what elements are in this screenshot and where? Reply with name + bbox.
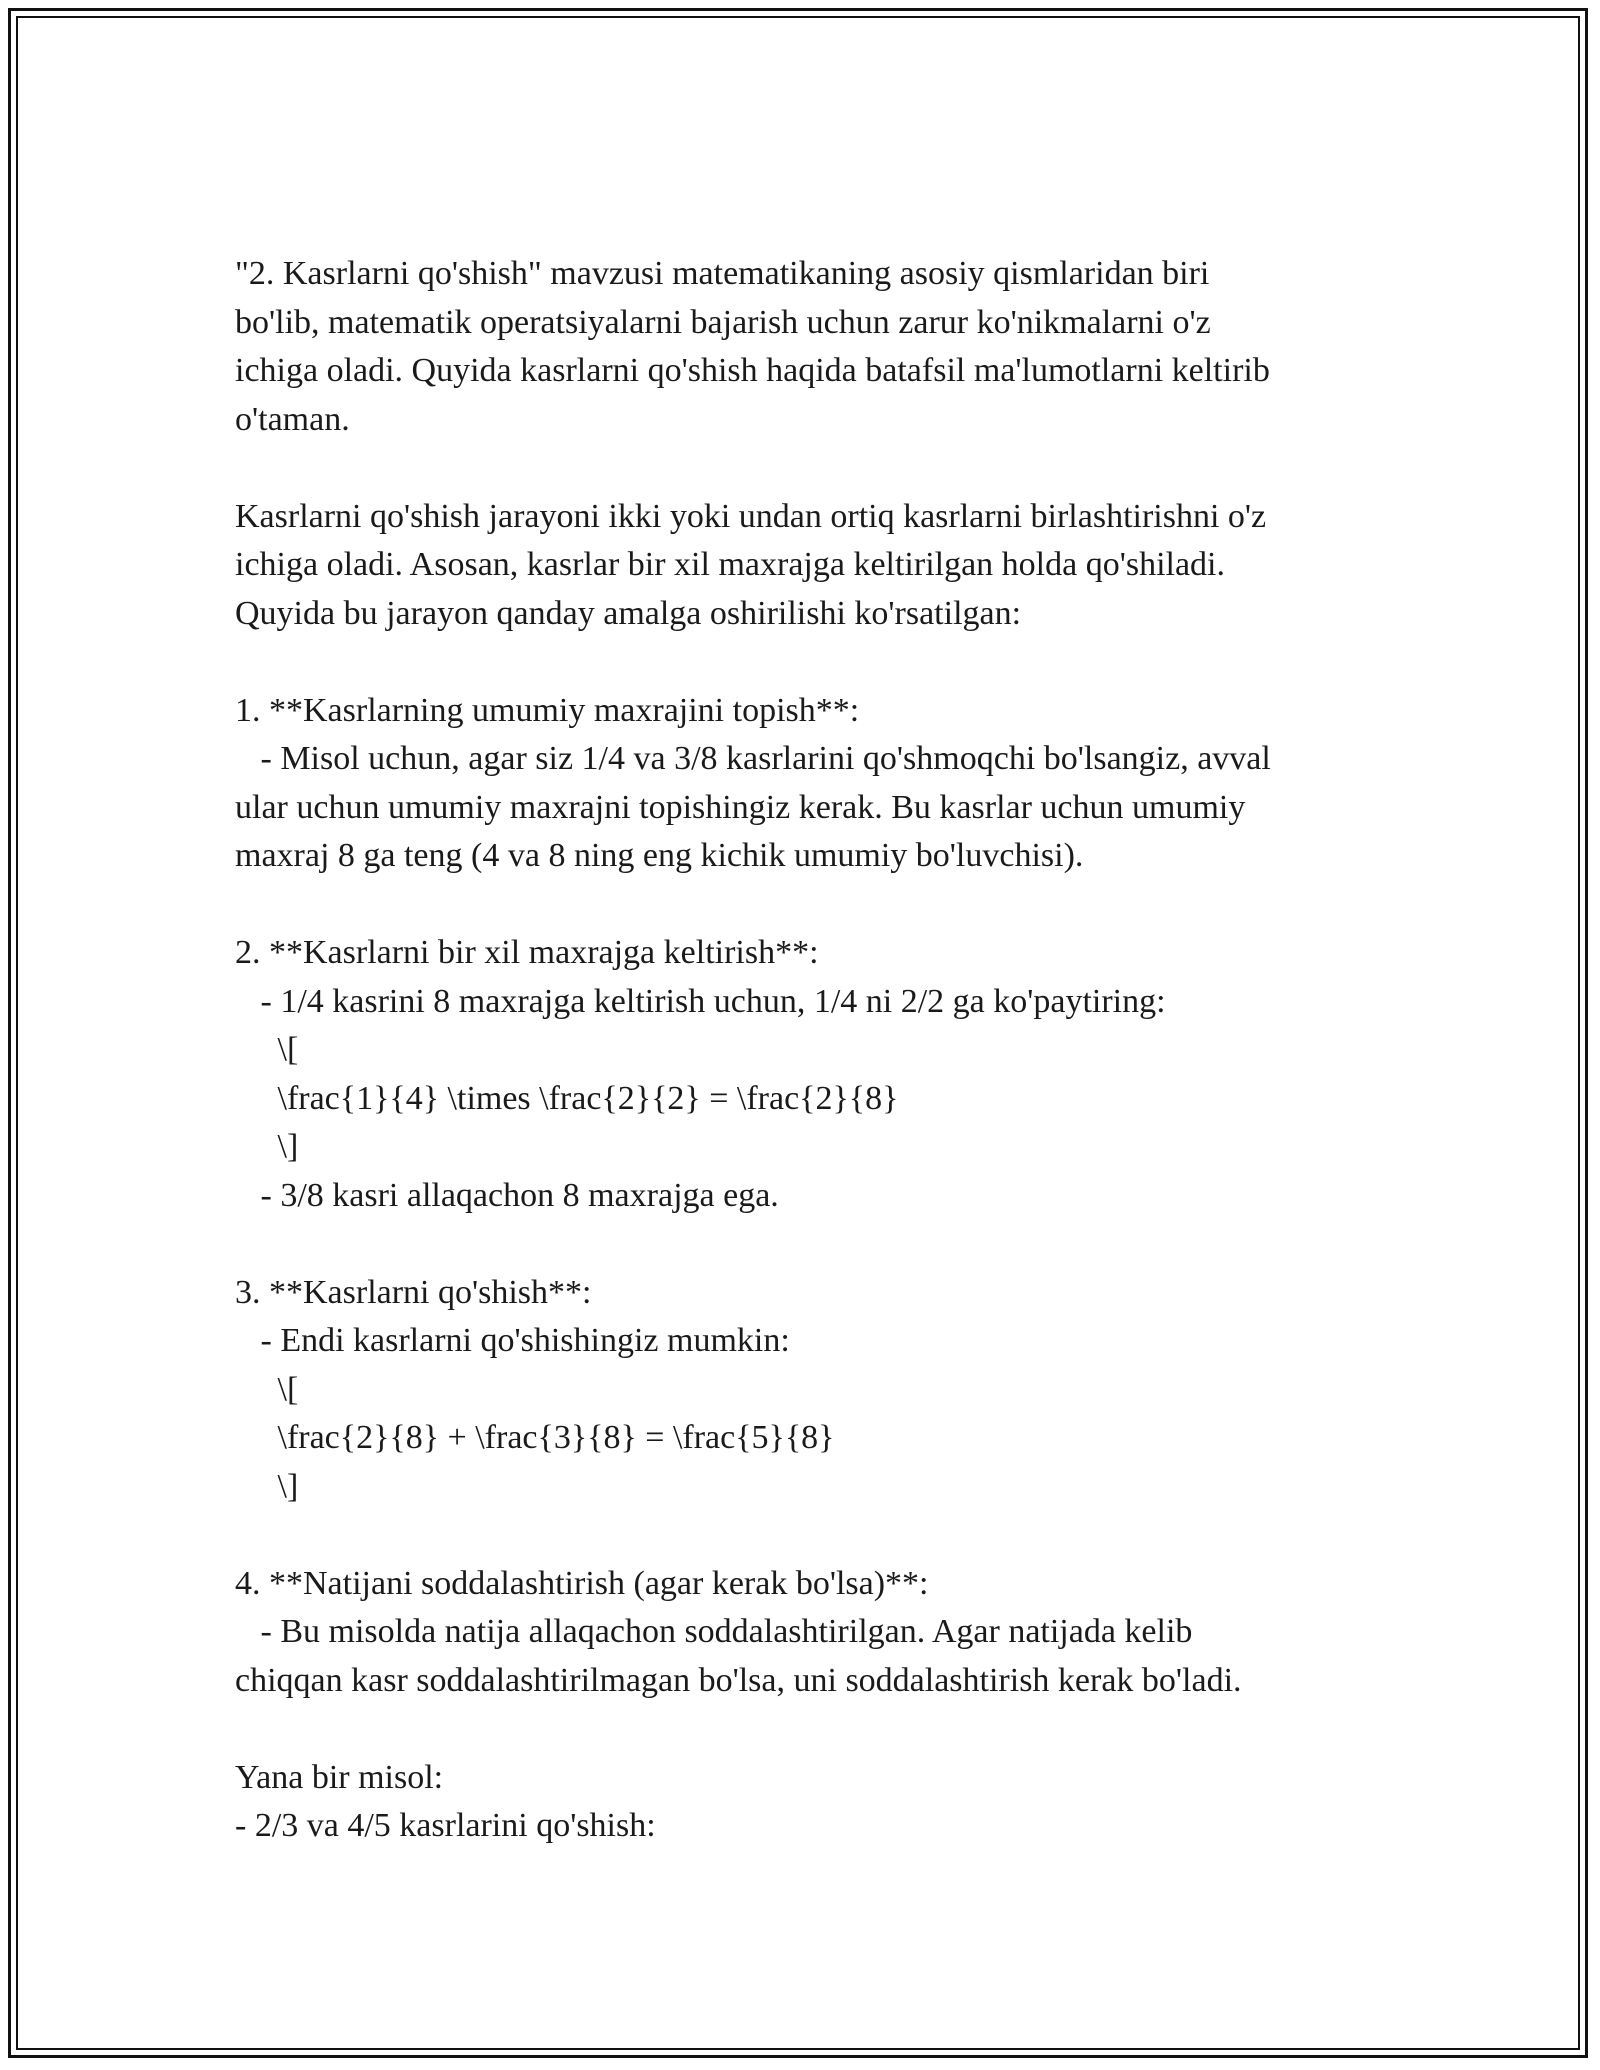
text-line: - 2/3 va 4/5 kasrlarini qo'shish:	[235, 1807, 656, 1844]
text-line: Yana bir misol:	[235, 1758, 444, 1796]
formula-line: \frac{2}{8} + \frac{3}{8} = \frac{5}{8}	[235, 1419, 835, 1456]
text-line: Kasrlarni qo'shish jarayoni ikki yoki undan ortiq kasrlarni birlashtirishni o'z	[235, 497, 1267, 535]
text-line: - 1/4 kasrini 8 maxrajga keltirish uchun, 1/4 ni 2/2 ga ko'paytiring:	[235, 982, 1166, 1020]
text-line: bo'lib, matematik operatsiyalarni bajarish uchun zarur ko'nikmalarni o'z	[235, 303, 1211, 341]
formula-line: \]	[235, 1467, 299, 1505]
text-line: - Endi kasrlarni qo'shishingiz mumkin:	[235, 1322, 790, 1359]
step-heading: 3. **Kasrlarni qo'shish**:	[235, 1273, 592, 1311]
document-body	[235, 250, 1365, 1851]
blank-line	[235, 444, 1365, 493]
text-line: o'taman.	[235, 400, 350, 438]
text-line: Quyida bu jarayon qanday amalga oshirilishi ko'rsatilgan:	[235, 594, 1022, 632]
text-line: ichiga oladi. Asosan, kasrlar bir xil maxrajga keltirilgan holda qo'shiladi.	[235, 546, 1226, 583]
formula-line: \frac{1}{4} \times \frac{2}{2} = \frac{2}{8}	[235, 1079, 899, 1117]
step-heading: 2. **Kasrlarni bir xil maxrajga keltirish**:	[235, 934, 819, 971]
text-line: - 3/8 kasri allaqachon 8 maxrajga ega.	[235, 1176, 779, 1214]
text-line: - Misol uchun, agar siz 1/4 va 3/8 kasrlarini qo'shmoqchi bo'lsangiz, avval	[235, 740, 1271, 777]
blank-line	[235, 881, 1365, 930]
blank-line	[235, 1220, 1365, 1269]
text-line: maxraj 8 ga teng (4 va 8 ning eng kichik umumiy bo'luvchisi).	[235, 837, 1084, 874]
step-heading: 1. **Kasrlarning umumiy maxrajini topish**:	[235, 691, 860, 729]
text-line: ular uchun umumiy maxrajni topishingiz kerak. Bu kasrlar uchun umumiy	[235, 788, 1246, 826]
text-line: "2. Kasrlarni qo'shish" mavzusi matematikaning asosiy qismlaridan biri	[235, 255, 1210, 292]
step-heading: 4. **Natijani soddalashtirish (agar kerak bo'lsa)**:	[235, 1564, 929, 1602]
text-line: - Bu misolda natija allaqachon soddalashtirilgan. Agar natijada kelib	[235, 1613, 1193, 1650]
text-line: ichiga oladi. Quyida kasrlarni qo'shish haqida batafsil ma'lumotlarni keltirib	[235, 352, 1270, 389]
blank-line	[235, 1705, 1365, 1754]
formula-line: \[	[235, 1031, 299, 1068]
blank-line	[235, 1511, 1365, 1560]
blank-line	[235, 638, 1365, 687]
text-line: chiqqan kasr soddalashtirilmagan bo'lsa, uni soddalashtirish kerak bo'ladi.	[235, 1661, 1242, 1699]
formula-line: \[	[235, 1370, 299, 1408]
formula-line: \]	[235, 1128, 299, 1165]
